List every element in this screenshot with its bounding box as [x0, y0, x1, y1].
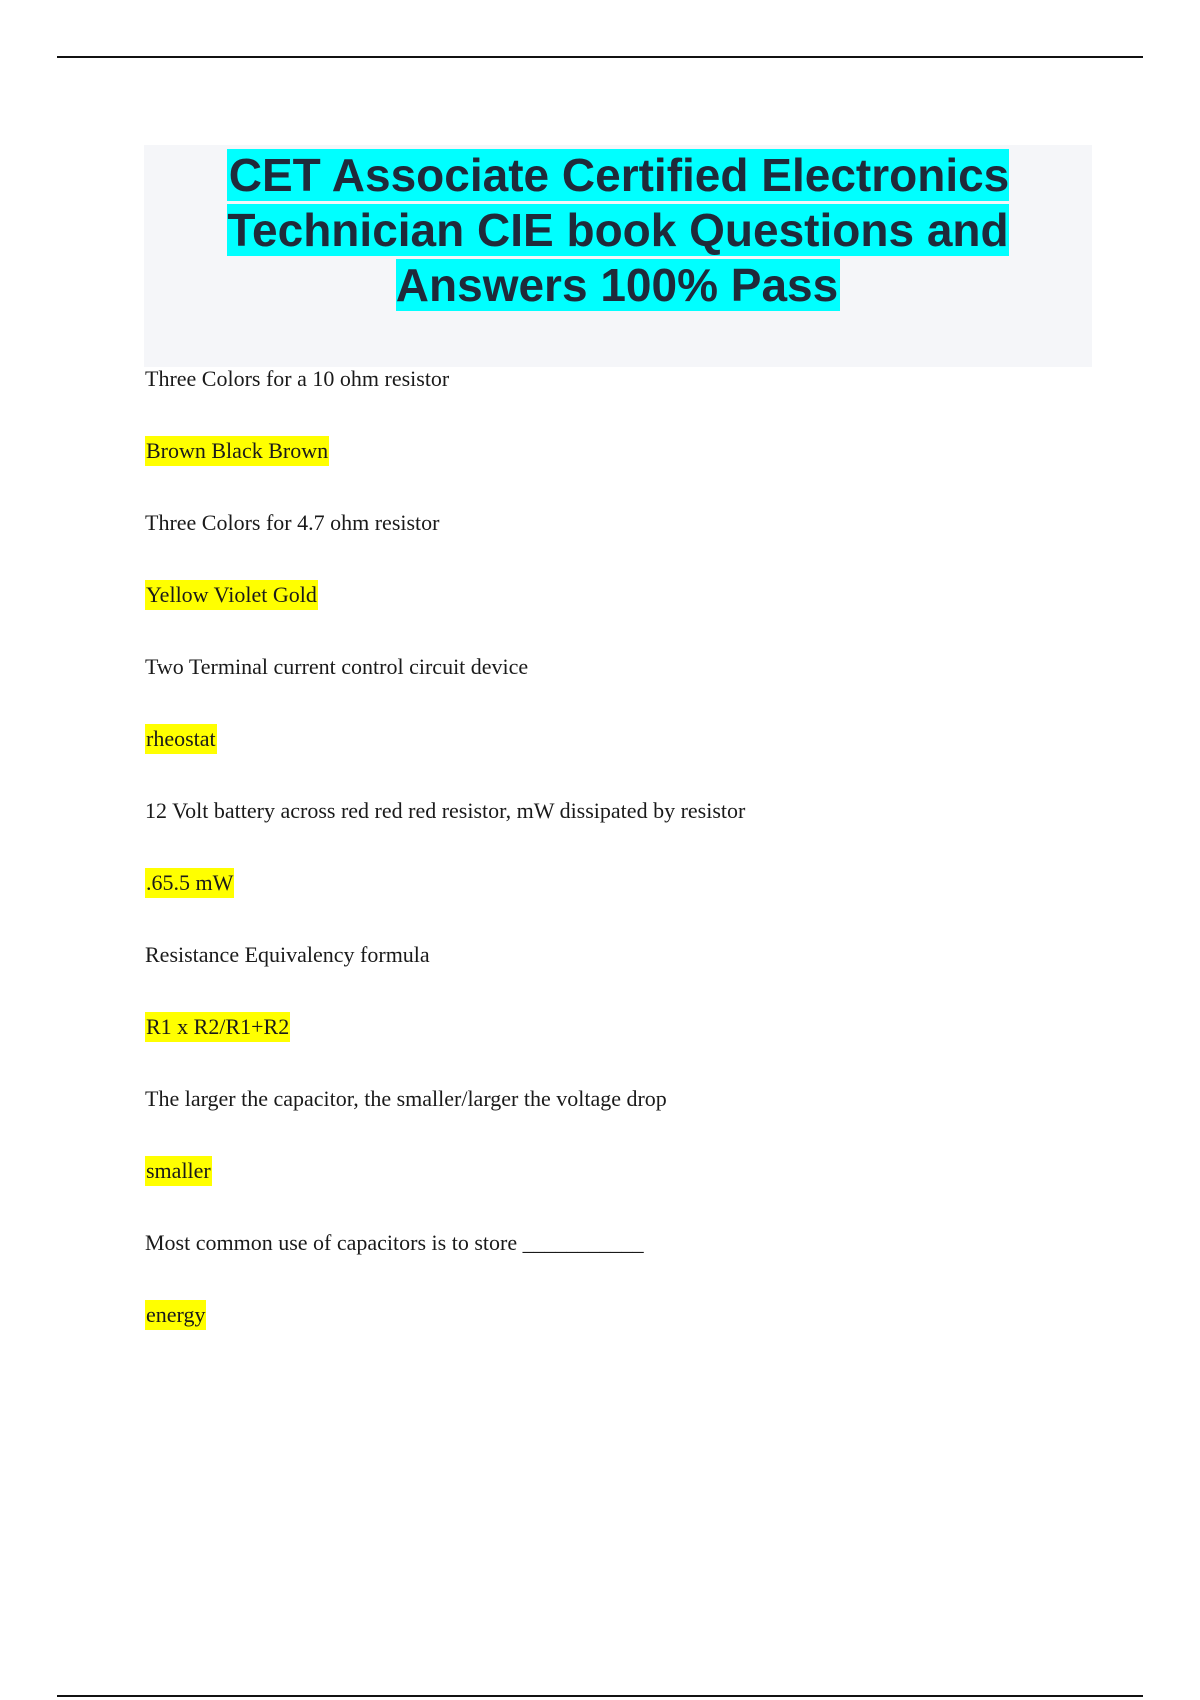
answer-line	[145, 436, 1145, 508]
question-line	[145, 796, 1145, 868]
question-text: Two Terminal current control circuit device	[145, 654, 529, 679]
title-box	[144, 145, 1092, 367]
answer-line	[145, 580, 1145, 652]
question-line	[145, 652, 1145, 724]
bottom-rule	[57, 1695, 1143, 1697]
question-text: Most common use of capacitors is to store ___________	[145, 1230, 644, 1255]
question-line	[145, 940, 1145, 1012]
answer-text: smaller	[145, 1156, 212, 1186]
answer-text: Brown Black Brown	[145, 436, 329, 466]
answer-text: R1 x R2/R1+R2	[145, 1012, 290, 1042]
answer-line	[145, 1156, 1145, 1228]
question-text: Resistance Equivalency formula	[145, 942, 430, 967]
document-title	[144, 145, 1092, 313]
document-title-text: CET Associate Certified Electronics Technician CIE book Questions and Answers 100% Pass	[227, 149, 1010, 311]
answer-text: Yellow Violet Gold	[145, 580, 318, 610]
answer-line	[145, 1300, 1145, 1372]
top-rule	[57, 56, 1143, 58]
qa-list	[145, 364, 1145, 1372]
question-line	[145, 1084, 1145, 1156]
question-line	[145, 508, 1145, 580]
answer-line	[145, 1012, 1145, 1084]
answer-text: rheostat	[145, 724, 217, 754]
question-line	[145, 364, 1145, 436]
question-line	[145, 1228, 1145, 1300]
answer-line	[145, 724, 1145, 796]
answer-text: energy	[145, 1300, 206, 1330]
answer-line	[145, 868, 1145, 940]
question-text: 12 Volt battery across red red red resistor, mW dissipated by resistor	[145, 798, 746, 823]
answer-text: .65.5 mW	[145, 868, 234, 898]
question-text: Three Colors for a 10 ohm resistor	[145, 366, 450, 391]
question-text: Three Colors for 4.7 ohm resistor	[145, 510, 440, 535]
question-text: The larger the capacitor, the smaller/larger the voltage drop	[145, 1086, 667, 1111]
